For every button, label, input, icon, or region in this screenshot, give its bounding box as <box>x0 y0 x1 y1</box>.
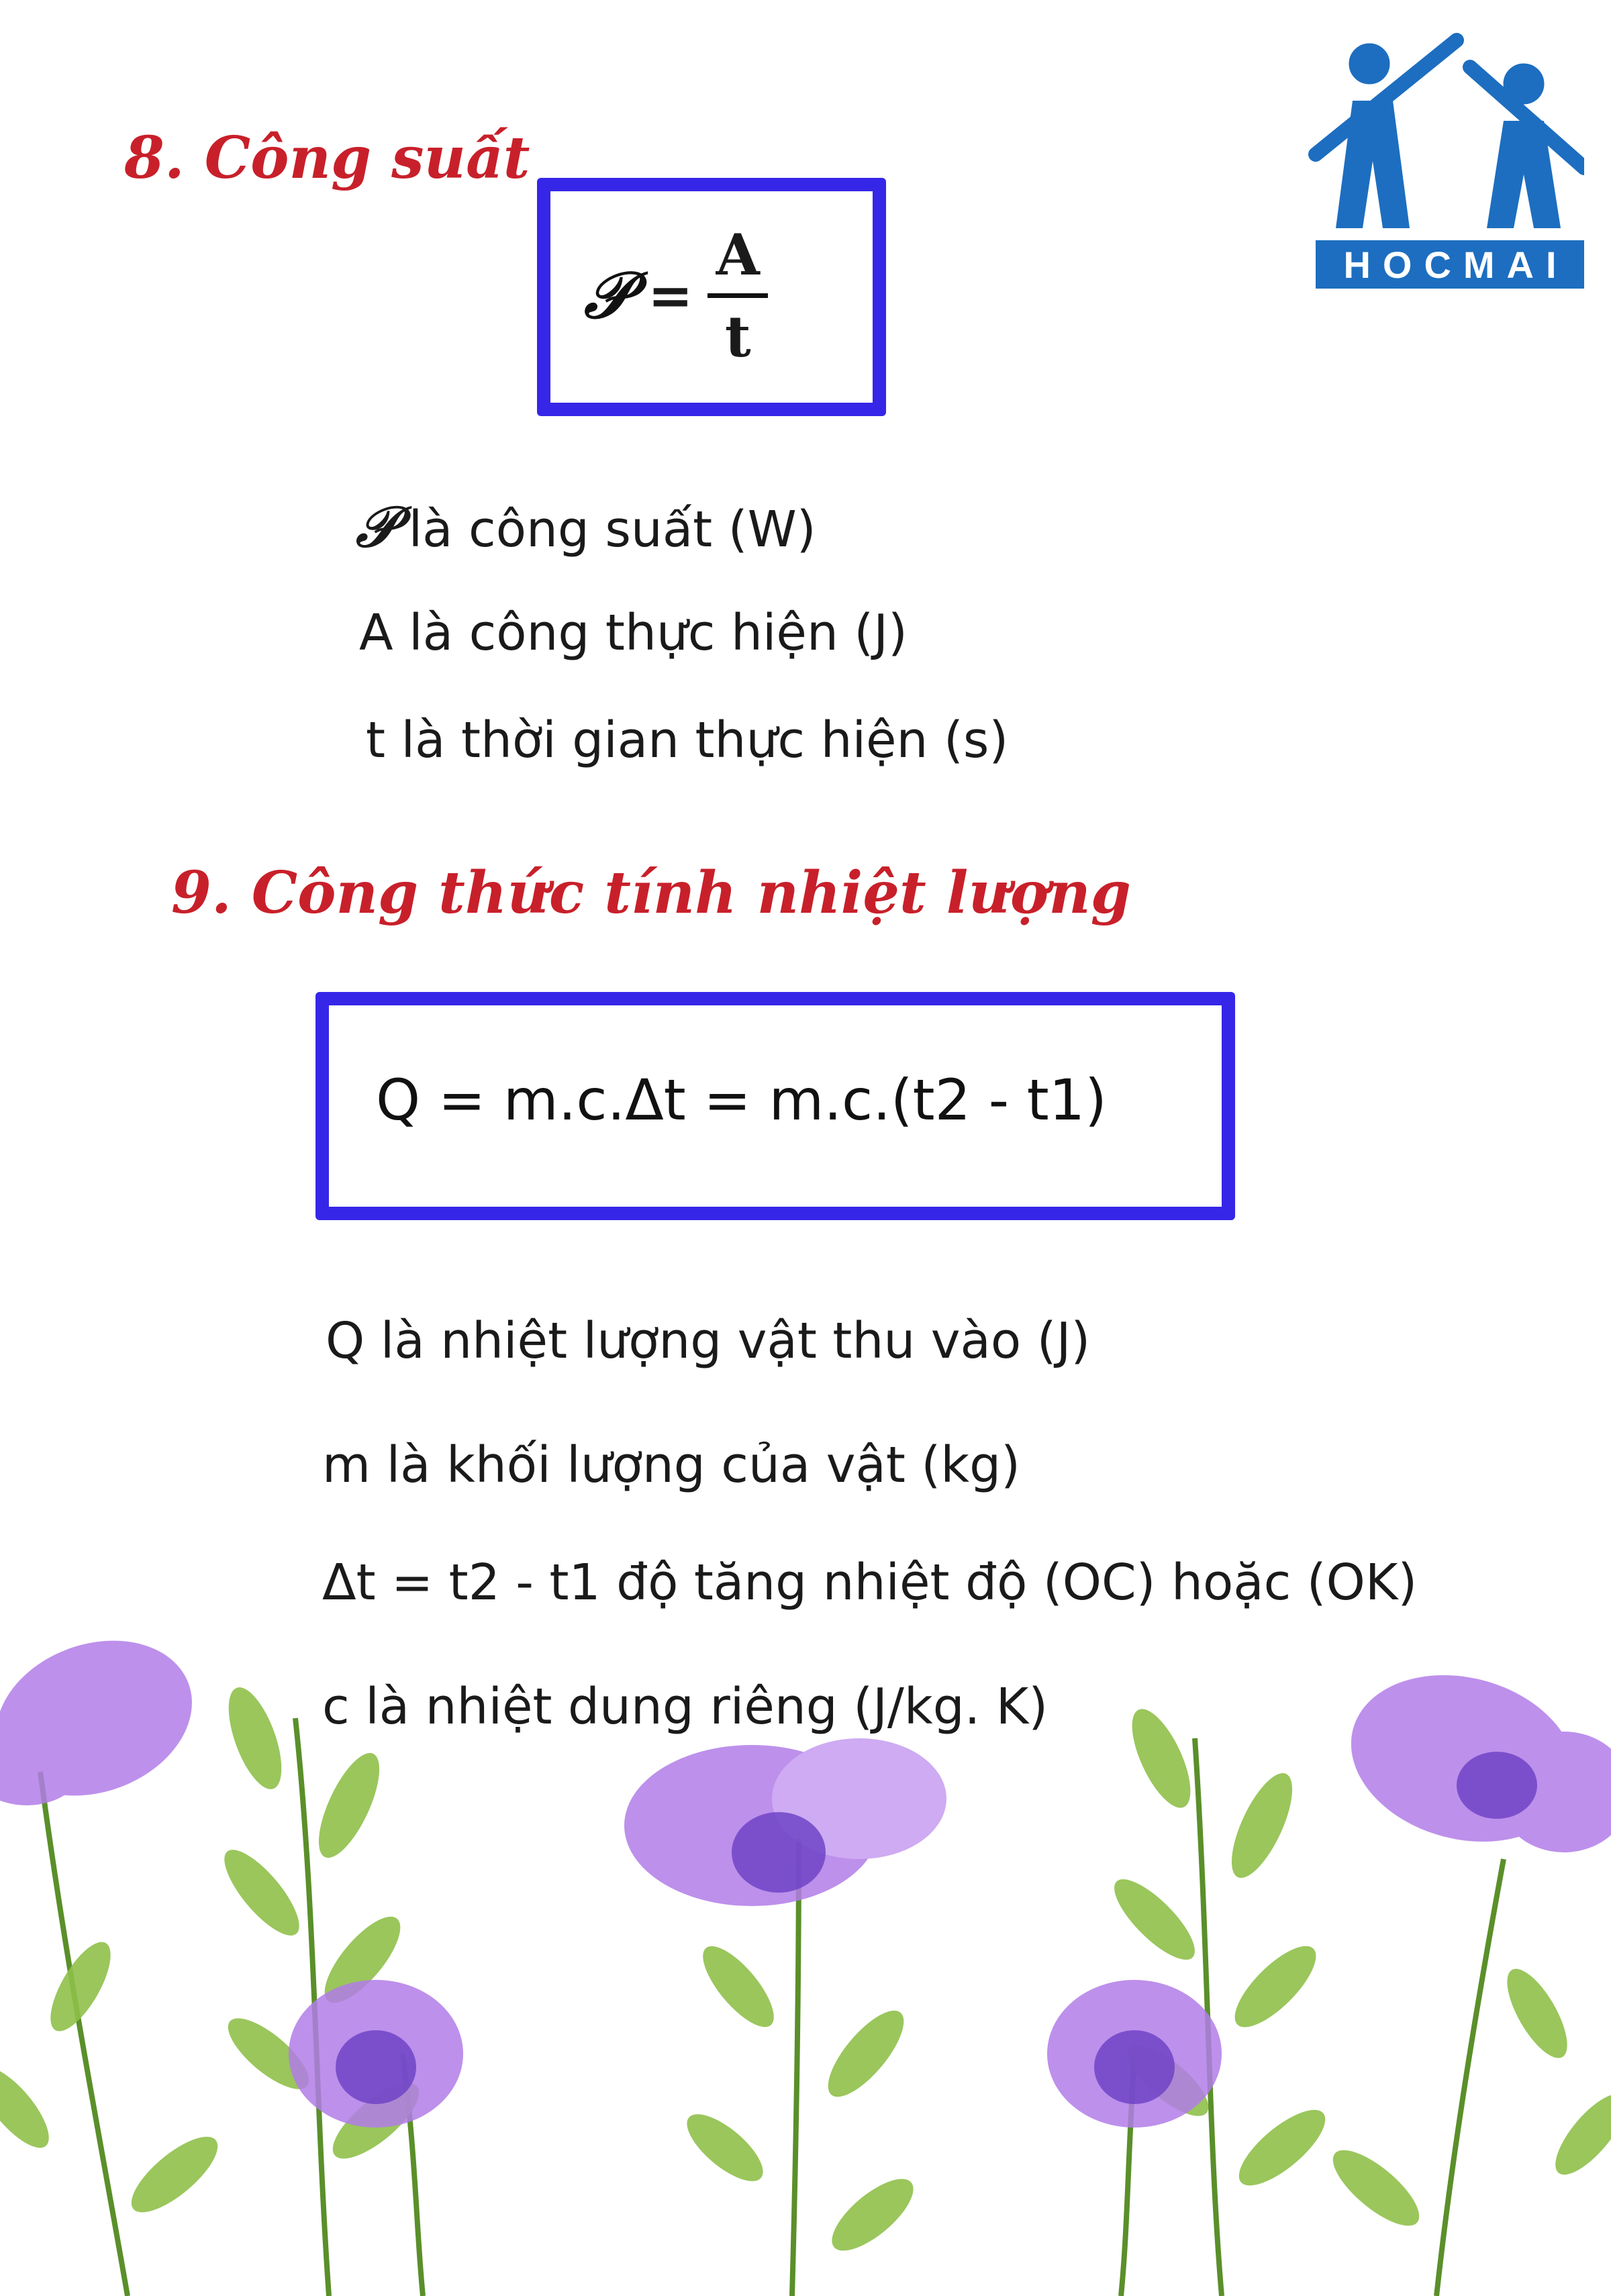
fraction <box>707 221 768 370</box>
heat-description: Q là nhiệt lượng vật thu vào (J) <box>326 1312 1091 1370</box>
power-formula <box>584 201 866 389</box>
fraction-bar <box>707 293 768 298</box>
power-symbol: 𝒫 <box>584 256 631 333</box>
fraction-denominator: t <box>724 303 751 370</box>
power-description <box>356 493 816 560</box>
mass-description: m là khối lượng của vật (kg) <box>322 1436 1020 1494</box>
flower-decoration <box>0 1638 1611 2296</box>
work-description: A là công thực hiện (J) <box>359 604 908 662</box>
heat-formula: Q = m.c.Δt = m.c.(t2 - t1) <box>376 1067 1107 1133</box>
power-symbol: 𝒫 <box>356 493 397 560</box>
logo-text: HOCMAI <box>1316 240 1584 289</box>
section-9-heading: 9. Công thức tính nhiệt lượng <box>171 859 1131 927</box>
equals-sign: = <box>648 264 693 327</box>
time-description: t là thời gian thực hiện (s) <box>366 711 1009 769</box>
fraction-numerator: A <box>716 221 760 288</box>
temperature-change-description: Δt = t2 - t1 độ tăng nhiệt độ (OC) hoặc (OK) <box>322 1554 1418 1611</box>
specific-heat-description: c là nhiệt dung riêng (J/kg. K) <box>322 1678 1048 1736</box>
section-8-heading: 8. Công suất <box>124 124 530 192</box>
description-text: là công suất (W) <box>408 501 816 558</box>
